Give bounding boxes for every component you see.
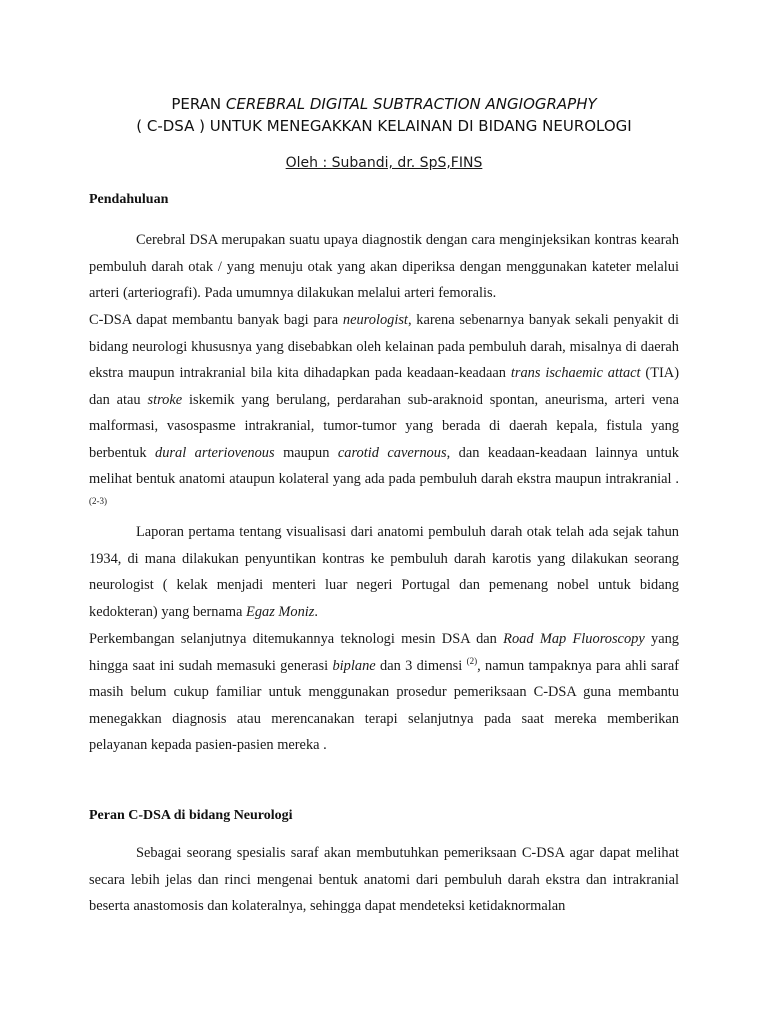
paragraph-3: Laporan pertama tentang visualisasi dari anatomi pembuluh darah otak telah ada sejak tahun 1934, di mana dilakukan penyuntikan kontras ke pembuluh darah karotis yang dilakukan seorang neurologist ( kelak menjadi menteri luar negeri Portugal dan pemenang nobel untuk bidang kedokteran) yang bernama Egaz Moniz.: [89, 524, 679, 620]
title-line-2: ( C-DSA ) UNTUK MENEGAKKAN KELAINAN DI BIDANG NEUROLOGI: [136, 117, 632, 135]
paragraph-4: Perkembangan selanjutnya ditemukannya teknologi mesin DSA dan Road Map Fluoroscopy yang hingga saat ini sudah memasuki generasi biplane dan 3 dimensi $^{(2)}$, namun tampaknya para ahli saraf masih belum cukup familiar untuk menggunakan prosedur pemeriksaan C-DSA guna membantu menegakkan diagnosis atau merencanakan terapi selanjutnya pada saat mereka memberikan pelayanan kepada pasien-pasien mereka .: [89, 631, 680, 753]
reference-marker: (2-3): [89, 495, 107, 506]
paragraph-2: C-DSA dapat membantu banyak bagi para neurologist, karena sebenarnya banyak sekali penyakit di bidang neurologi khususnya yang disebabkan oleh kelainan pada pembuluh darah, misalnya di daerah ekstra maupun intrakranial bila kita dihadapkan pada keadaan-keadaan trans ischaemic attact (TIA) dan atau stroke iskemik yang berulang, perdarahan sub-araknoid spontan, aneurisma, arteri vena malformasi, vasospasme intrakranial, tumor-tumor yang berada di daerah kepala, fistula yang berbentuk dural arteriovenous maupun carotid cavernous, dan keadaan-keadaan lainnya untuk melihat bentuk anatomi ataupun kolateral yang ada pada pembuluh darah ekstra maupun intrakranial .$^{(2-3)}$: [89, 312, 680, 506]
section-heading-peran: Peran C-DSA di bidang Neurologi: [89, 808, 293, 823]
paragraph-1: Cerebral DSA merupakan suatu upaya diagnostik dengan cara menginjeksikan kontras kearah pembuluh darah otak / yang menuju otak yang akan diperiksa dengan menggunakan kateter melalui arteri (arteriografi). Pada umumnya dilakukan melalui arteri femoralis.: [89, 232, 679, 301]
author-line: Oleh : Subandi, dr. SpS,FINS: [285, 155, 483, 171]
paragraph-5: Sebagai seorang spesialis saraf akan membutuhkan pemeriksaan C-DSA agar dapat melihat secara lebih jelas dan rinci mengenai bentuk anatomi dari pembuluh darah ekstra dan intrakranial beserta anastomosis dan kolateralnya, sehingga dapat mendeteksi ketidaknormalan: [89, 845, 679, 914]
reference-marker: (2): [466, 655, 478, 666]
title-line-1: PERAN CEREBRAL DIGITAL SUBTRACTION ANGIOGRAPHY: [171, 95, 597, 113]
section-heading-pendahuluan: Pendahuluan: [89, 192, 169, 207]
